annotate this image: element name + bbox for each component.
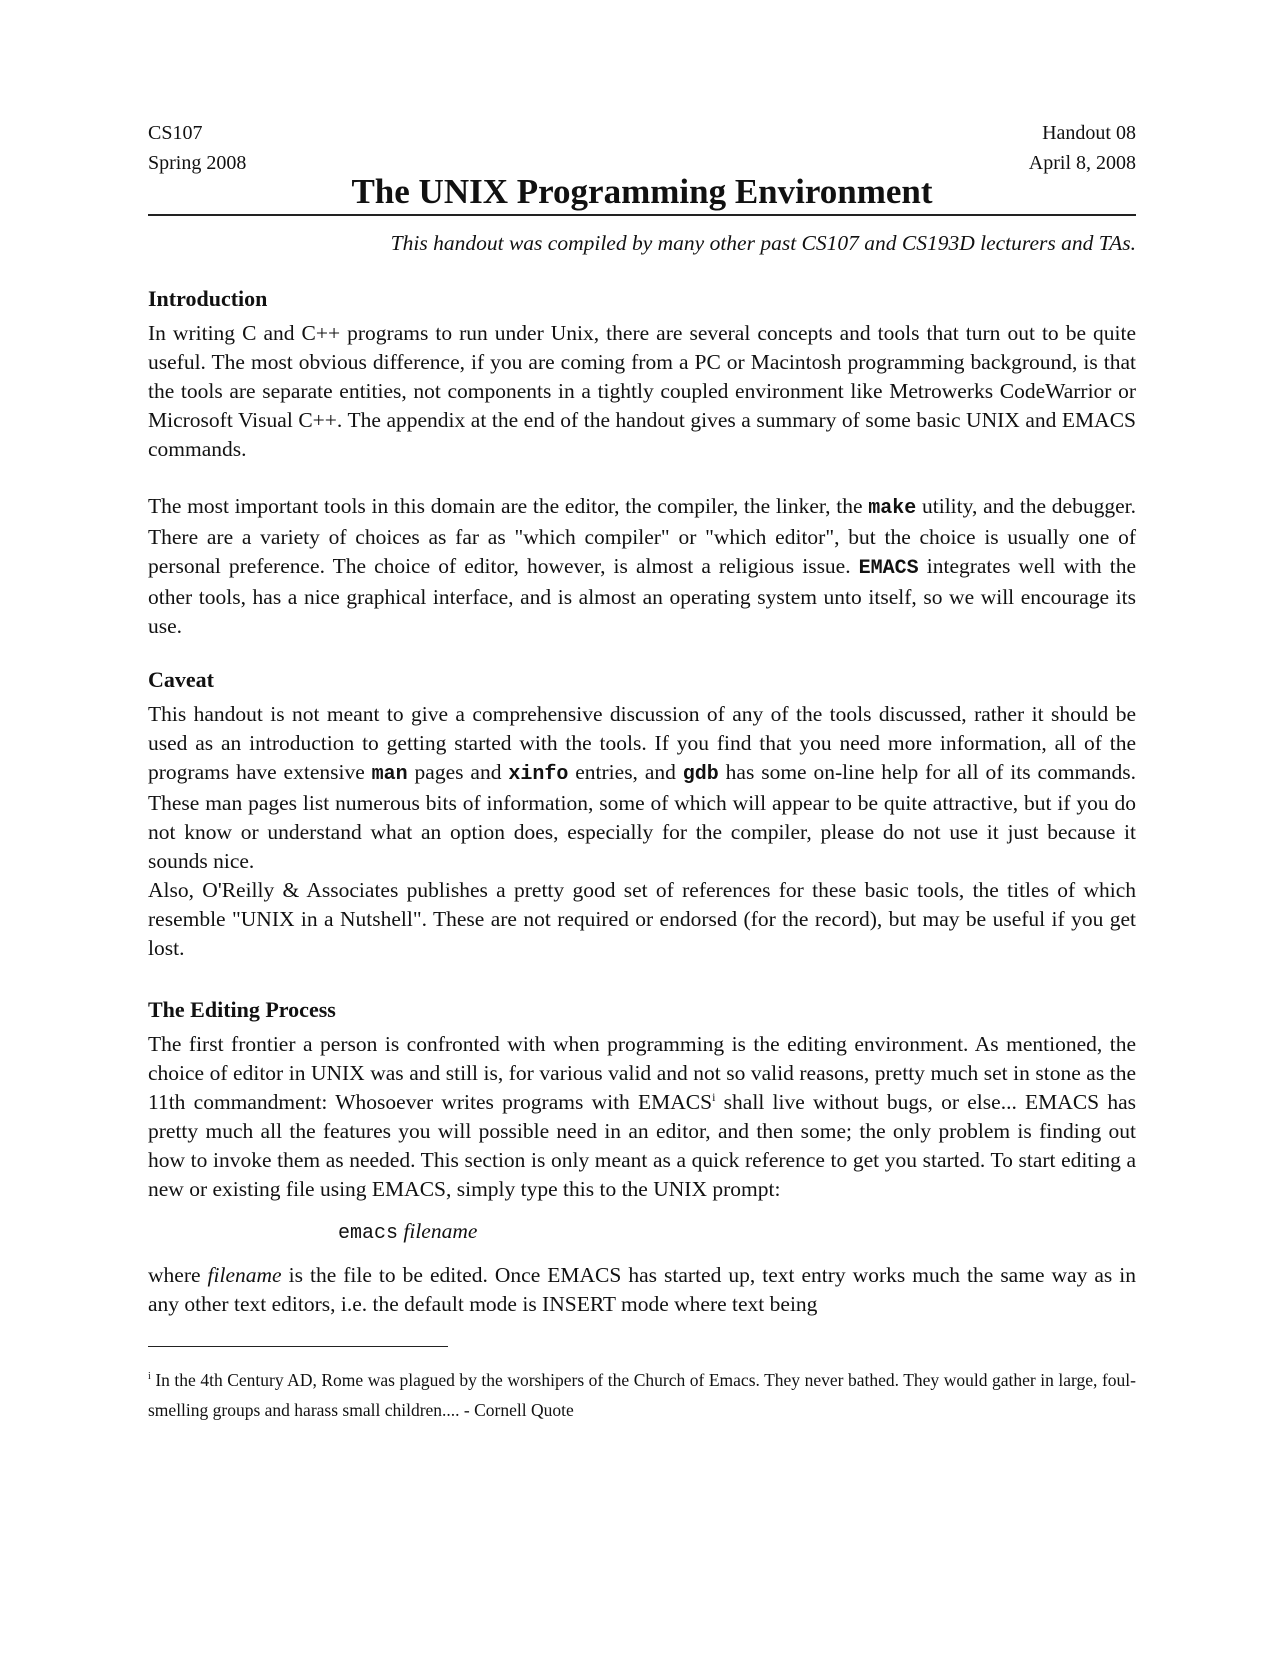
editing-paragraph-2 bbox=[148, 1261, 1136, 1319]
text-span: has some on-line help for all of its commands. These man pages list numerous bits of information, some of which will appear to be quite attractive, but if you do not know or understand what an option does, especially for the compiler, please do not use it just because it sounds nice. bbox=[148, 760, 1137, 873]
document-page bbox=[148, 118, 1136, 1425]
man-command: man bbox=[371, 763, 408, 786]
text-span: The most important tools in this domain are the editor, the compiler, the linker, the bbox=[148, 494, 869, 518]
credit-line: This handout was compiled by many other past CS107 and CS193D lecturers and TAs. bbox=[390, 231, 1136, 255]
text-span: is the file to be edited. Once EMACS has started up, text entry works much the same way as in any other text editors, i.e. the default mode is INSERT mode where text being bbox=[148, 1263, 1136, 1316]
term: Spring 2008 bbox=[148, 152, 247, 174]
text-span: pages and bbox=[407, 760, 509, 784]
introduction-paragraph-1: In writing C and C++ programs to run under Unix, there are several concepts and tools that turn out to be quite useful. The most obvious difference, if you are coming from a PC or Macintosh programming background, is that the tools are separate entities, not components in a tightly coupled environment like Metrowerks CodeWarrior or Microsoft Visual C++. The appendix at the end of the handout gives a summary of some basic UNIX and EMACS commands. bbox=[148, 321, 1136, 461]
footnote-divider bbox=[148, 1346, 448, 1347]
xinfo-command: xinfo bbox=[508, 763, 569, 786]
emacs-command: EMACS bbox=[858, 557, 919, 580]
footnote-marker: i bbox=[712, 1089, 716, 1104]
text-span: integrates well with the other tools, has a nice graphical interface, and is almost an operating system unto itself, so we will encourage its use. bbox=[148, 554, 1136, 638]
introduction-heading: Introduction bbox=[148, 286, 268, 311]
text-span: entries, and bbox=[568, 760, 683, 784]
document-title: The UNIX Programming Environment bbox=[148, 172, 1136, 216]
make-command: make bbox=[868, 497, 917, 520]
handout-date: April 8, 2008 bbox=[1028, 152, 1136, 174]
course-code: CS107 bbox=[148, 122, 203, 144]
footnote bbox=[148, 1365, 1136, 1425]
editing-paragraph-1 bbox=[148, 1030, 1136, 1204]
footnote-text: In the 4th Century AD, Rome was plagued by the worshipers of the Church of Emacs. They never bathed. They would gather in large, foul-smelling groups and harass small children.... - Cornell Quote bbox=[148, 1370, 1136, 1420]
gdb-command: gdb bbox=[682, 763, 719, 786]
text-span: The first frontier a person is confronted with when programming is the editing environment. As mentioned, the choice of editor in UNIX was and still is, for various valid and not so valid reasons, pretty much set in stone as the 11th commandment: Whosoever writes programs with EMACS bbox=[148, 1032, 1136, 1114]
command-name: emacs bbox=[338, 1222, 399, 1245]
caveat-paragraph-1 bbox=[148, 700, 1136, 876]
editing-heading: The Editing Process bbox=[148, 997, 336, 1022]
text-span: This handout is not meant to give a comprehensive discussion of any of the tools discussed, rather it should be used as an introduction to getting started with the tools. If you find that you need more information, all of the programs have extensive bbox=[148, 702, 1136, 784]
command-argument: filename bbox=[403, 1219, 478, 1243]
text-span: shall live without bugs, or else... EMACS has pretty much all the features you will possible need in an editor, and then some; the only problem is finding out how to invoke them as needed. This section is only meant as a quick reference to get you started. To start editing a new or existing file using EMACS, simply type this to the UNIX prompt: bbox=[148, 1090, 1137, 1201]
header-row-1 bbox=[148, 118, 1136, 148]
footnote-number: i bbox=[148, 1371, 151, 1383]
handout-number: Handout 08 bbox=[1042, 122, 1136, 144]
filename-term: filename bbox=[207, 1263, 282, 1287]
caveat-paragraph-2: Also, O'Reilly & Associates publishes a pretty good set of references for these basic tools, the titles of which resemble "UNIX in a Nutshell". These are not required or endorsed (for the record), but may be useful if you get lost. bbox=[148, 878, 1136, 960]
emacs-command-example bbox=[148, 1216, 1136, 1249]
introduction-paragraph-2 bbox=[148, 492, 1136, 641]
caveat-heading: Caveat bbox=[148, 667, 214, 692]
text-span: utility, and the debugger. There are a variety of choices as far as "which compiler" or "which editor", but the choice is usually one of personal preference. The choice of editor, however, is almost a religious issue. bbox=[148, 494, 1136, 578]
text-span: where bbox=[148, 1263, 208, 1287]
